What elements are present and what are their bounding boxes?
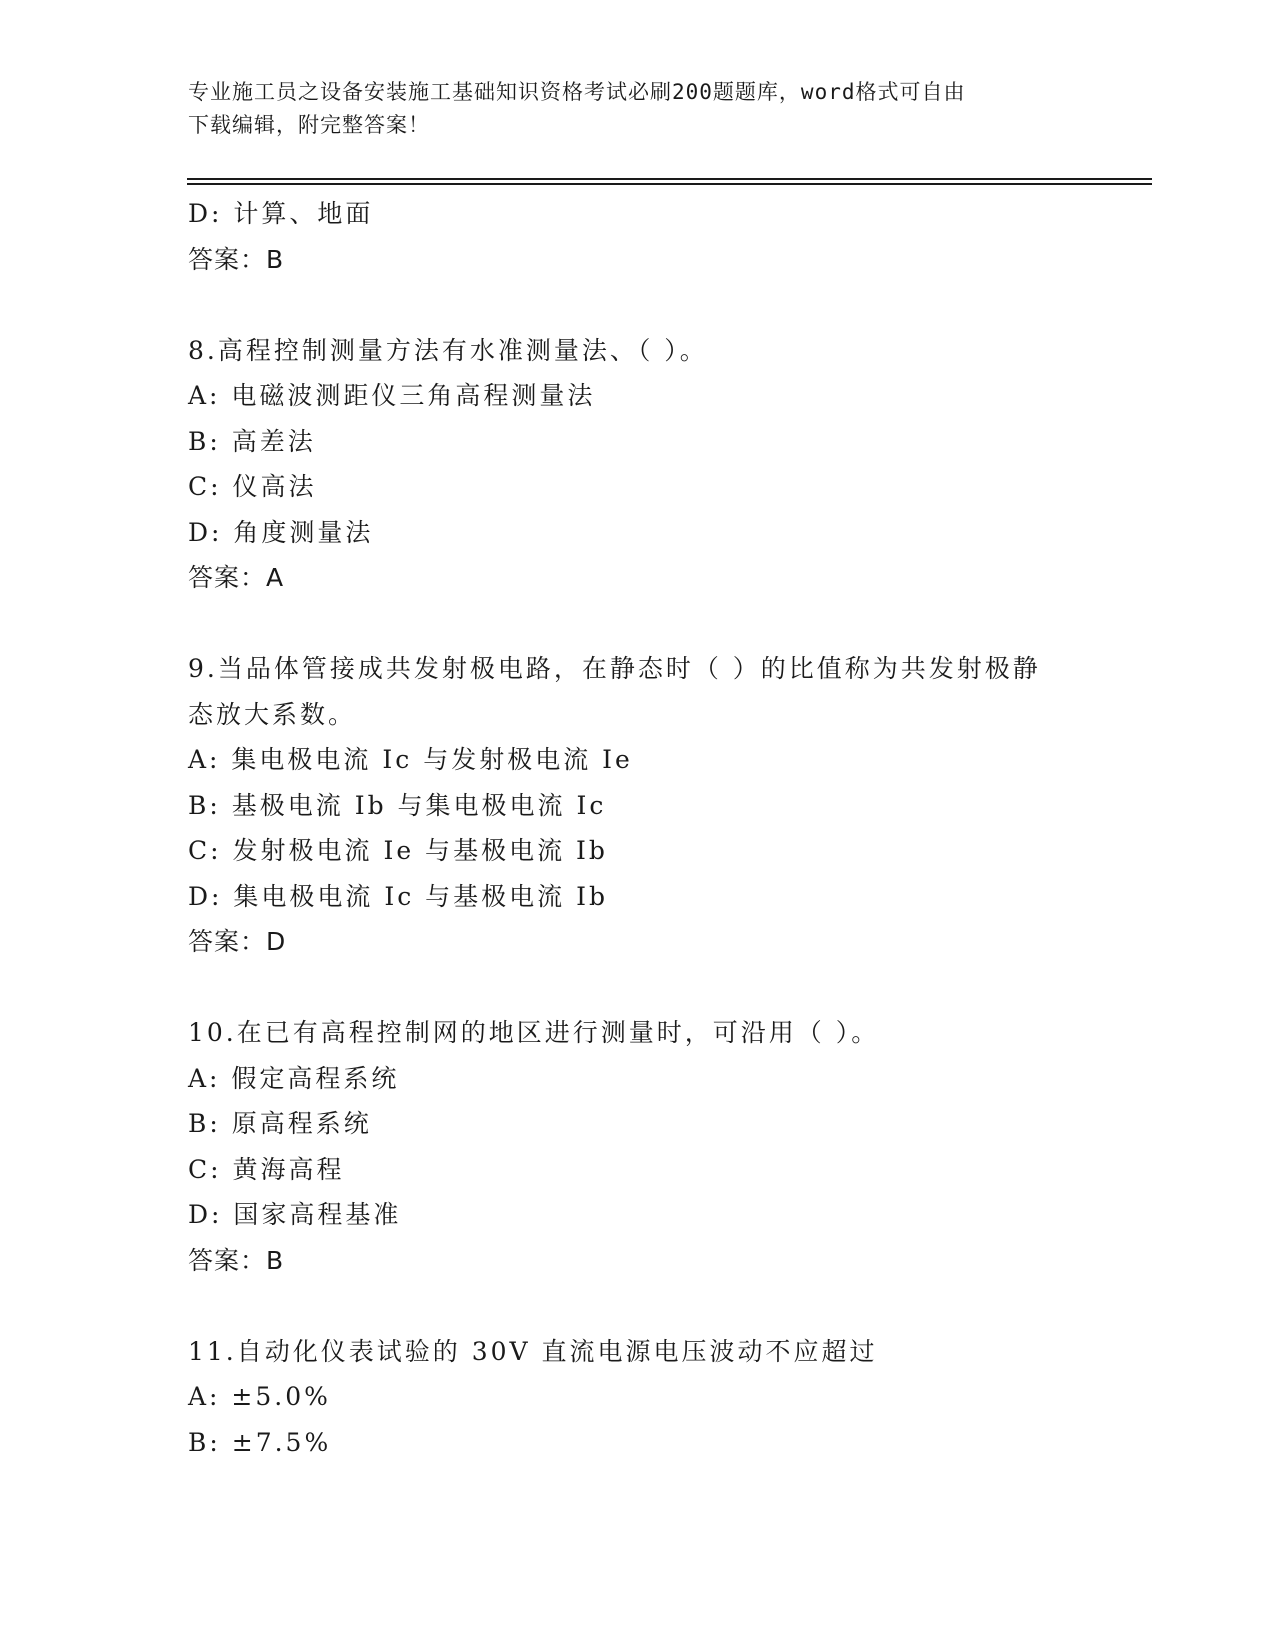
- question-9: [188, 646, 1088, 965]
- option-c: C: 黄海高程: [188, 1154, 345, 1184]
- answer-line: 答案：B: [188, 1245, 285, 1275]
- answer-line: 答案：D: [188, 927, 287, 956]
- header-divider-bottom: [187, 183, 1152, 185]
- option-b: B: ±7.5%: [188, 1427, 332, 1457]
- option-d: D: 角度测量法: [188, 517, 374, 547]
- question-stem: 11.自动化仪表试验的 30V 直流电源电压波动不应超过: [188, 1336, 878, 1366]
- question-stem-line-1: 9.当品体管接成共发射极电路，在静态时（ ）的比值称为共发射极静: [188, 654, 1041, 683]
- spacer: [188, 965, 1088, 1011]
- spacer: [188, 1283, 1088, 1329]
- option-b: B: 原高程系统: [188, 1109, 372, 1138]
- question-8: [188, 328, 1088, 601]
- header-divider-top: [187, 178, 1152, 180]
- option-c: C: 发射极电流 Ie 与基极电流 Ib: [188, 836, 608, 865]
- answer-line: 答案：B: [188, 244, 285, 274]
- question-stem: 8.高程控制测量方法有水准测量法、（ ）。: [188, 335, 708, 365]
- document-header: [188, 76, 1078, 142]
- option-d: D: 集电极电流 Ic 与基极电流 Ib: [188, 881, 609, 911]
- question-11: [188, 1329, 1088, 1466]
- header-line-1: 专业施工员之设备安装施工基础知识资格考试必刷200题题库，word格式可自由: [188, 80, 966, 104]
- option-d: D: 国家高程基准: [188, 1200, 402, 1229]
- option-c: C: 仪高法: [188, 472, 317, 501]
- option-a: A: 集电极电流 Ic 与发射极电流 Ie: [188, 745, 633, 774]
- option-b: B: 基极电流 Ib 与集电极电流 Ic: [188, 790, 607, 820]
- option-a: A: 假定高程系统: [188, 1063, 400, 1093]
- question-10: [188, 1010, 1088, 1283]
- spacer: [188, 601, 1088, 647]
- question-stem-line-2: 态放大系数。: [188, 699, 357, 729]
- answer-line: 答案：A: [188, 563, 285, 592]
- option-a: A: 电磁波测距仪三角高程测量法: [188, 381, 596, 410]
- option-b: B: 高差法: [188, 426, 316, 456]
- header-line-2: 下载编辑，附完整答案！: [188, 113, 430, 137]
- option-d: D: 计算、地面: [188, 199, 374, 228]
- question-stem: 10.在已有高程控制网的地区进行测量时，可沿用（ ）。: [188, 1018, 880, 1047]
- question-list: [188, 191, 1088, 1465]
- spacer: [188, 282, 1088, 328]
- option-a: A: ±5.0%: [188, 1382, 331, 1411]
